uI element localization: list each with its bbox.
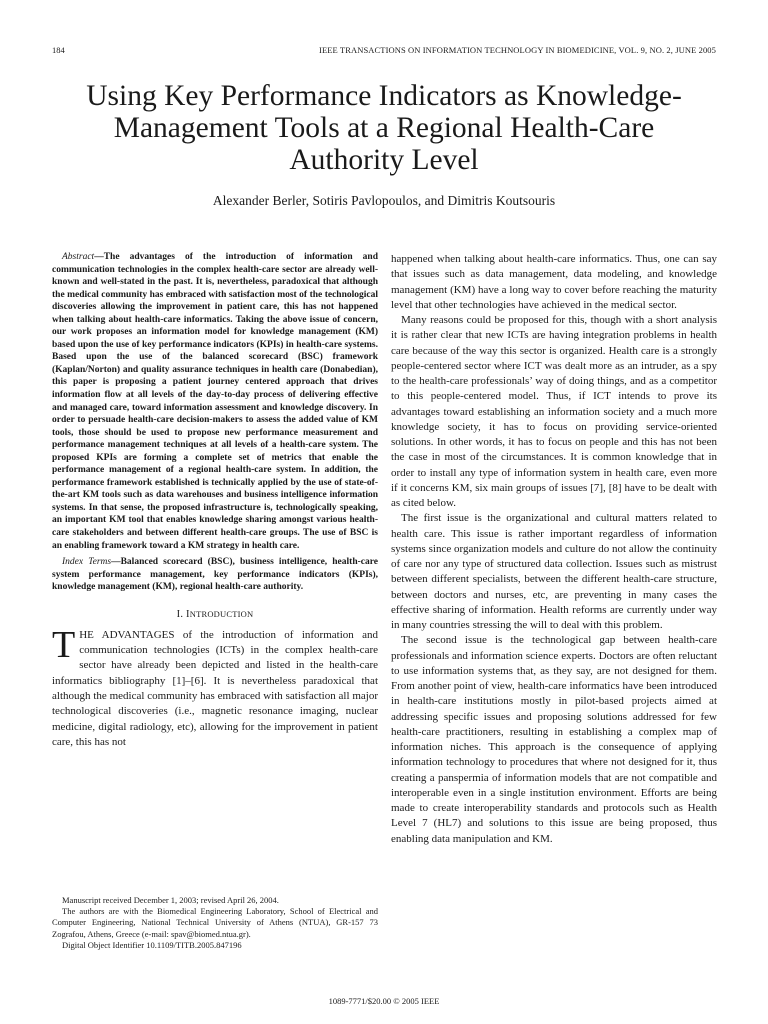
paper-title: Using Key Performance Indicators as Knowledge-Management Tools at a Regional Health-Care Authority Level — [86, 80, 682, 176]
section-heading — [52, 609, 378, 620]
intro-paragraph — [52, 623, 378, 750]
footnotes — [52, 895, 378, 951]
abstract — [52, 251, 378, 552]
intro-text: of the introduction of information and communication technologies (ICTs) in the complex health-care sector have already been depicted and listed in the health-care informatics bibliography [1]–[6]. It is nevertheless paradoxical that although the medical community has embraced with satisfaction all major technological discoveries (i.e., magnetic resonance imaging, nuclear medicine, digital radiology, etc), allowing for the improvement in patient care, this has not — [52, 628, 378, 748]
section-title: INTRODUCTION — [186, 608, 254, 620]
footnote-affiliation: The authors are with the Biomedical Engineering Laboratory, School of Electrical and Computer Engineering, National Technical University of Athens (NTUA), GR-157 73 Zografou, Athens, Greece (e-mail: spav@biomed.ntua.gr). — [52, 906, 378, 939]
paper-authors: Alexander Berler, Sotiris Pavlopoulos, and Dimitris Koutsouris — [212, 193, 556, 208]
body-paragraph: Many reasons could be proposed for this, though with a short analysis it is rather clear that new ICTs are having integration problems in health care because of the way this sector is organized. Health care is a strongly people-centered sector where ICT was dealt more as an intruder, as a spy to the health-care professionals’ way of doing things, and as a competitor to this people-centered model. Thus, if ICT intends to prove its advantages toward establishing an information society and a much more knowledge society, it has to focus on providing service-oriented solutions. In other words, it has to focus on people and this has not been the case in most of the circumstances. It is common knowledge that in order to install any type of information system in health care, even more if it concerns KM, six main groups of issues [7], [8] have to be dealt with as cited below. — [391, 314, 717, 509]
section-number: I. — [176, 608, 184, 620]
index-terms — [52, 556, 378, 594]
index-terms-lead: Index Terms — [62, 557, 112, 568]
abstract-lead: Abstract — [62, 252, 95, 262]
footnote-doi: Digital Object Identifier 10.1109/TITB.2005.847196 — [62, 939, 242, 950]
body-paragraph: The second issue is the technological gap between health-care professionals and information science experts. Doctors are often reluctant to use information systems that, as they say, are not designed for them. From another point of view, health-care informatics have been introduced in health-care institutions mostly in pilot-based projects aimed at addressing specific issues and proposing solutions addressed for few health-care practitioners, resulting in establishing a complex map of information niches. This approach is the consequence of applying information technology to procedures that where not designed for it, thus creating a panspermia of information models that are not compatible and interoperable even in a single institution environment. Efforts are being made to create interoperability standards and protocols such as Health Level 7 (HL7) and solutions to this issue are being proposed, thus enabling data manipulation and KM. — [391, 634, 717, 845]
body-paragraph: happened when talking about health-care informatics. Thus, one can say that issues such as data management, data modeling, and knowledge management (KM) have a long way to cover before reaching the maturity level that other technologies have achieved in the medical sector. — [391, 253, 717, 311]
drop-cap: T — [52, 623, 76, 666]
journal-header: IEEE TRANSACTIONS ON INFORMATION TECHNOLOGY IN BIOMEDICINE, VOL. 9, NO. 2, JUNE 2005 — [319, 45, 716, 55]
abstract-text: —The advantages of the introduction of information and communication technologies in the complex health-care sector are already well-known and well-stated in the past. It is, nevertheless, paradoxical that although the medical community has embraced with satisfaction most of the technological discoveries allowing the improvement in patient care, this has not happened when talking about health-care informatics. Taking the above issue of concern, our work proposes an information model for knowledge management (KM) based upon the use of key performance indicators (KPIs) in health-care systems. Based upon the use of the balanced scorecard (BSC) framework (Kaplan/Norton) and quality assurance techniques in health care (Donabedian), this paper is proposing a patient journey centered approach that drives information flow at all levels of the day-to-day process of delivering effective and managed care, toward information assessment and knowledge discovery. In order to persuade health-care decision-makers to assess the added value of KM tools, those should be used to propose new performance measurement and performance management techniques at all levels of a health-care system. The proposed KPIs are forming a complete set of metrics that enable the performance management of a regional health-care system. In addition, the performance framework established is technically applied by the use of state-of-the-art KM tools such as data warehouses and business intelligence information systems. In that sense, the proposed infrastructure is, technologically speaking, an important KM tool that enables knowledge sharing amongst various health-care stakeholders and between different health-care groups. The use of BSC is an enabling framework toward a KM strategy in health care. — [52, 252, 378, 551]
intro-first-word: HE ADVANTAGES — [79, 628, 175, 641]
page-number: 184 — [52, 45, 65, 55]
right-column — [391, 252, 717, 847]
copyright-line: 1089-7771/$20.00 © 2005 IEEE — [328, 996, 440, 1006]
left-column — [52, 251, 378, 750]
body-paragraph: The first issue is the organizational and cultural matters related to health care. This issue is rather important regardless of information systems since organization models and culture do not allow the continuity of care nor any type of structured data collection. Issues such as mistrust between different specialists, between the different health-care structure, between doctors and nurses, etc, are preventing in many cases the effective sharing of information. Health reforms are currently under way in many countries stressing the will to deal with this problem. — [391, 512, 717, 631]
footnote-manuscript: Manuscript received December 1, 2003; revised April 26, 2004. — [62, 895, 279, 905]
index-terms-text: —Balanced scorecard (BSC), business intelligence, health-care system performance management, key performance indicators (KPIs), knowledge management (KM), regional health-care authority. — [52, 557, 378, 593]
